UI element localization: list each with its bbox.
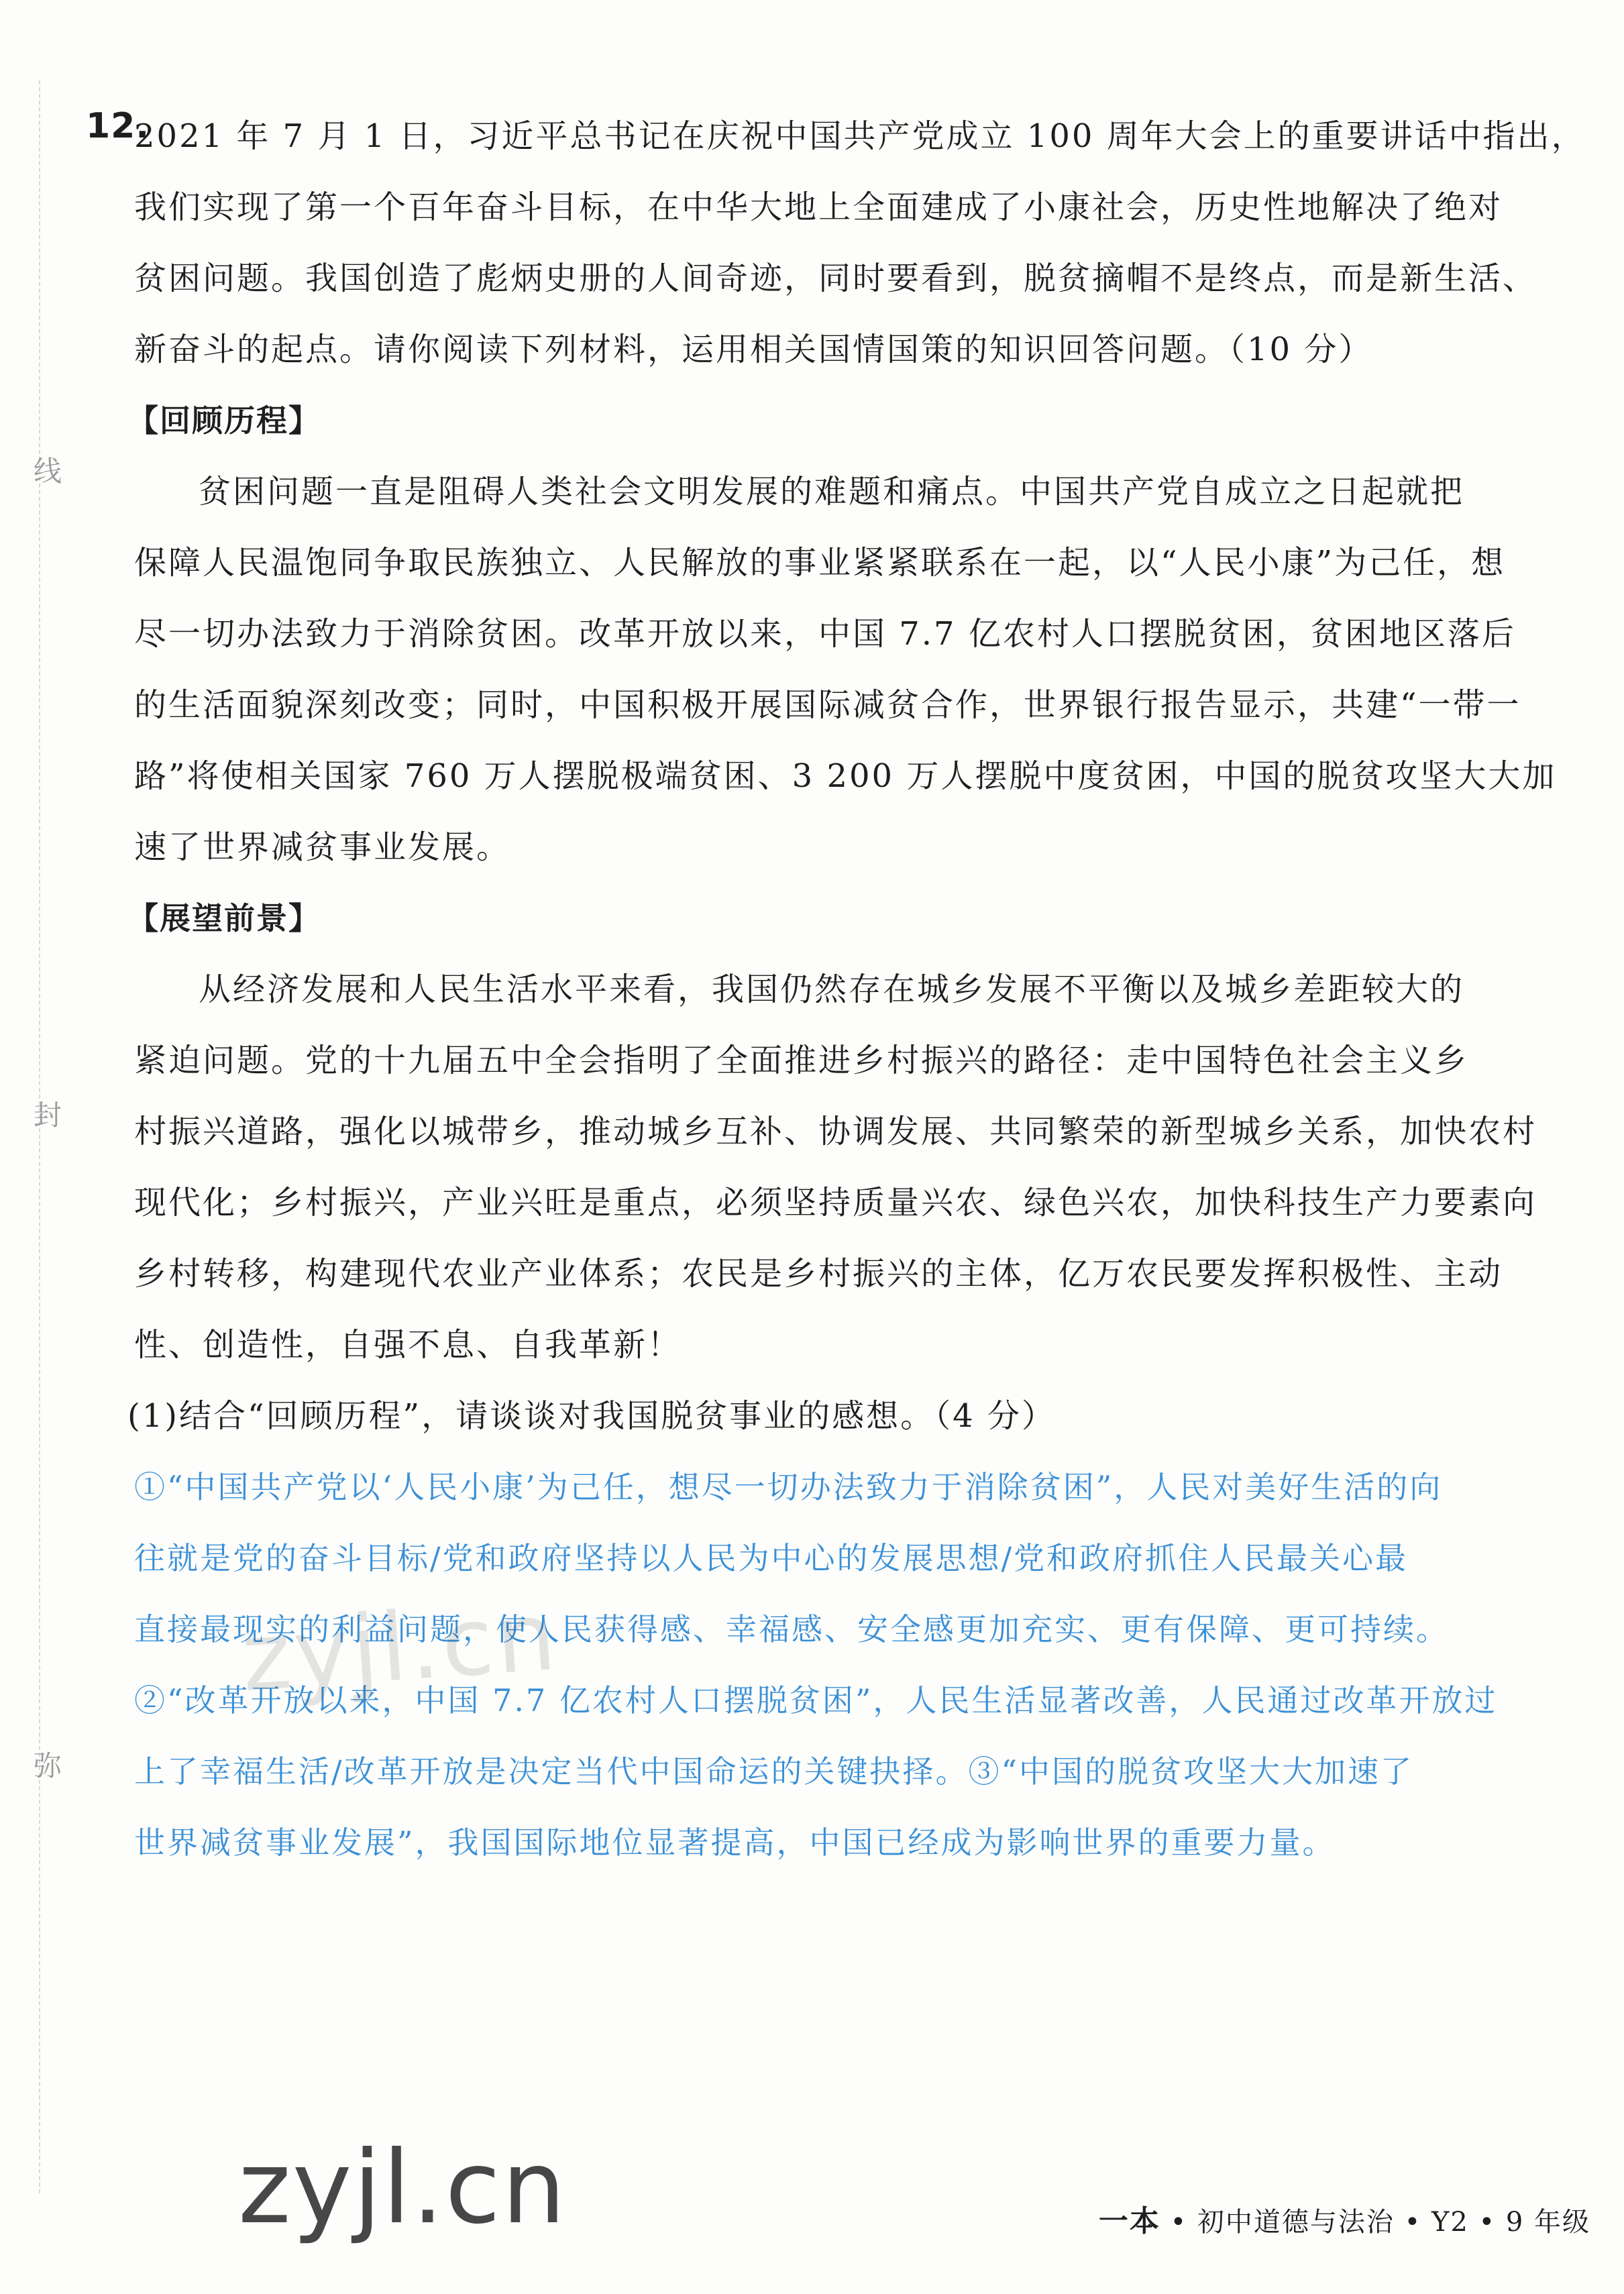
footer-text: • 初中道德与法治 • Y2 • 9 年级 [1160,2207,1590,2238]
stem-line: 2021 年 7 月 1 日，习近平总书记在庆祝中国共产党成立 100 周年大会上的重要讲话中指出， [134,117,1586,155]
section-review-body [134,456,1557,883]
outlook-line: 乡村转移，构建现代农业产业体系；农民是乡村振兴的主体，亿万农民要发挥积极性、主动 [134,1255,1503,1293]
watermark-bottom: zyjl.cn [238,2130,567,2246]
outlook-line: 现代化；乡村振兴，产业兴旺是重点，必须坚持质量兴农、绿色兴农，加快科技生产力要素向 [134,1184,1537,1221]
answer-line: 世界减贫事业发展”，我国国际地位显著提高，中国已经成为影响世界的重要力量。 [134,1824,1336,1861]
answer-line: 上了幸福生活/改革开放是决定当代中国命运的关键抉择。③“中国的脱贫攻坚大大加速了 [134,1753,1414,1790]
page-footer [1099,2197,1590,2240]
review-line: 保障人民温饱同争取民族独立、人民解放的事业紧紧联系在一起，以“人民小康”为己任，想 [134,544,1506,582]
answer-line: ①“中国共产党以‘人民小康’为己任，想尽一切办法致力于消除贫困”，人民对美好生活的向 [134,1469,1443,1505]
outlook-line: 从经济发展和人民生活水平来看，我国仍然存在城乡发展不平衡以及城乡差距较大的 [199,971,1465,1008]
watermark-mid: zyjl.cn [237,1582,562,1714]
question-number: 12. [86,106,150,146]
sub-question-1: (1)结合“回顾历程”，请谈谈对我国脱贫事业的感想。（4 分） [127,1397,1056,1435]
footer-brand: 一本 [1098,2204,1160,2238]
answer-line: 直接最现实的利益问题，使人民获得感、幸福感、安全感更加充实、更有保障、更可持续。 [134,1611,1449,1647]
answer-line: 往就是党的奋斗目标/党和政府坚持以人民为中心的发展思想/党和政府抓住人民最关心最 [134,1540,1408,1576]
margin-line-char: 线 [30,456,62,484]
section-heading-outlook: 【展望前景】 [127,900,321,936]
margin-seal-char: 封 [30,1100,62,1128]
outlook-line: 村振兴道路，强化以城带乡，推动城乡互补、协调发展、共同繁荣的新型城乡关系，加快农村 [134,1113,1537,1150]
question-stem [134,101,1586,385]
review-line: 的生活面貌深刻改变；同时，中国积极开展国际减贫合作，世界银行报告显示，共建“一带一 [134,686,1521,724]
stem-line: 我们实现了第一个百年奋斗目标，在中华大地上全面建成了小康社会，历史性地解决了绝对 [134,188,1503,226]
stem-line: 新奋斗的起点。请你阅读下列材料，运用相关国情国策的知识回答问题。（10 分） [134,331,1373,368]
review-line: 路”将使相关国家 760 万人摆脱极端贫困、3 200 万人摆脱中度贫困，中国的脱贫攻坚大大加 [134,757,1557,795]
outlook-line: 紧迫问题。党的十九届五中全会指明了全面推进乡村振兴的路径：走中国特色社会主义乡 [134,1042,1469,1079]
stem-line: 贫困问题。我国创造了彪炳史册的人间奇迹，同时要看到，脱贫摘帽不是终点，而是新生活、 [134,260,1537,297]
margin-bind-char: 弥 [30,1751,62,1779]
review-line: 贫困问题一直是阻碍人类社会文明发展的难题和痛点。中国共产党自成立之日起就把 [199,473,1465,510]
review-line: 尽一切办法致力于消除贫困。改革开放以来，中国 7.7 亿农村人口摆脱贫困，贫困地区落后 [134,615,1516,653]
review-line: 速了世界减贫事业发展。 [134,828,511,866]
binding-margin-rule [39,80,40,2193]
outlook-line: 性、创造性，自强不息、自我革新！ [134,1326,682,1364]
answer-line: ②“改革开放以来，中国 7.7 亿农村人口摆脱贫困”，人民生活显著改善，人民通过改革开放过 [134,1682,1498,1718]
section-outlook-body [134,954,1537,1380]
section-heading-review: 【回顾历程】 [127,402,321,439]
